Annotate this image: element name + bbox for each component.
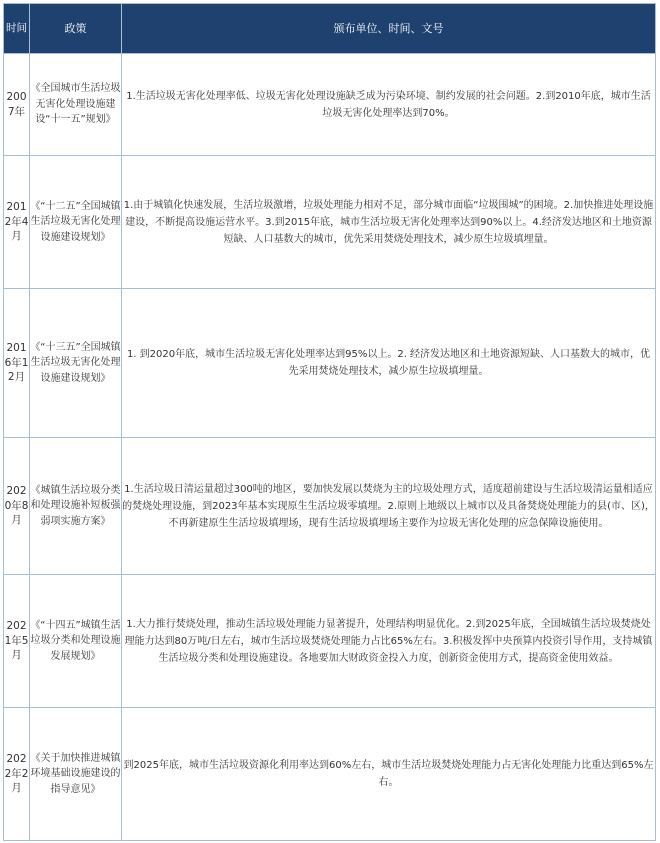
content-cell: 1.大力推行焚烧处理，推动生活垃圾处理能力显著提升，处理结构明显优化。2.到2025年底，全国城镇生活垃圾焚烧处理能力达到80万吨/日左右，城市生活垃圾焚烧处理能力占比65%左右。3.积极发挥中央预算内投资引导作用，支持城镇生活垃圾分类和处理设施建设。各地要加大财政资金投入力度，创新资金使用方式，提高资金使用效益。 (122, 575, 656, 708)
time-cell: 2016年12月 (4, 289, 30, 438)
policy-cell: 《“十二五”全国城镇生活垃圾无害化处理设施建设规划》 (30, 156, 122, 289)
policy-table (3, 3, 656, 841)
policy-cell: 《关于加快推进城镇环境基础设施建设的指导意见》 (30, 708, 122, 841)
table-row (4, 575, 656, 708)
content-cell: 1.由于城镇化快速发展，生活垃圾激增，垃圾处理能力相对不足，部分城市面临“垃圾围城”的困境。2.加快推进处理设施建设，不断提高设施运营水平。3.到2015年底，城市生活垃圾无害化处理率达到90%以上。4.经济发达地区和土地资源短缺、人口基数大的城市，优先采用焚烧处理技术，减少原生垃圾填埋量。 (122, 156, 656, 289)
table-row (4, 438, 656, 575)
content-cell: 1. 到2020年底，城市生活垃圾无害化处理率达到95%以上。2. 经济发达地区和土地资源短缺、人口基数大的城市，优先采用焚烧处理技术，减少原生垃圾填埋量。 (122, 289, 656, 438)
header-policy: 政策 (30, 4, 122, 54)
content-cell: 1.生活垃圾无害化处理率低、垃圾无害化处理设施缺乏成为污染环境、制约发展的社会问题。2.到2010年底，城市生活垃圾无害化处理率达到70%。 (122, 54, 656, 156)
table-body (4, 54, 656, 841)
time-cell: 2012年4月 (4, 156, 30, 289)
table-header (4, 4, 656, 54)
policy-cell: 《“十三五”全国城镇生活垃圾无害化处理设施建设规划》 (30, 289, 122, 438)
policy-cell: 《全国城市生活垃圾无害化处理设施建设“十一五”规划》 (30, 54, 122, 156)
header-content: 颁布单位、时间、文号 (122, 4, 656, 54)
time-cell: 2022年2月 (4, 708, 30, 841)
header-row (4, 4, 656, 54)
policy-cell: 《“十四五”城镇生活垃圾分类和处理设施发展规划》 (30, 575, 122, 708)
header-time: 时间 (4, 4, 30, 54)
time-cell: 2007年 (4, 54, 30, 156)
content-cell: 到2025年底，城市生活垃圾资源化利用率达到60%左右，城市生活垃圾焚烧处理能力占无害化处理能力比重达到65%左右。 (122, 708, 656, 841)
table-row (4, 708, 656, 841)
time-cell: 2021年5月 (4, 575, 30, 708)
table-row (4, 156, 656, 289)
table-row (4, 54, 656, 156)
time-cell: 2020年8月 (4, 438, 30, 575)
table-row (4, 289, 656, 438)
content-cell: 1.生活垃圾日清运量超过300吨的地区，要加快发展以焚烧为主的垃圾处理方式，适度超前建设与生活垃圾清运量相适应的焚烧处理设施，到2023年基本实现原生生活垃圾零填埋。2.原则上地级以上城市以及具备焚烧处理能力的县(市、区)，不再新建原生生活垃圾填埋场，现有生活垃圾填埋场主要作为垃圾无害化处理的应急保障设施使用。 (122, 438, 656, 575)
policy-cell: 《城镇生活垃圾分类和处理设施补短板强弱项实施方案》 (30, 438, 122, 575)
